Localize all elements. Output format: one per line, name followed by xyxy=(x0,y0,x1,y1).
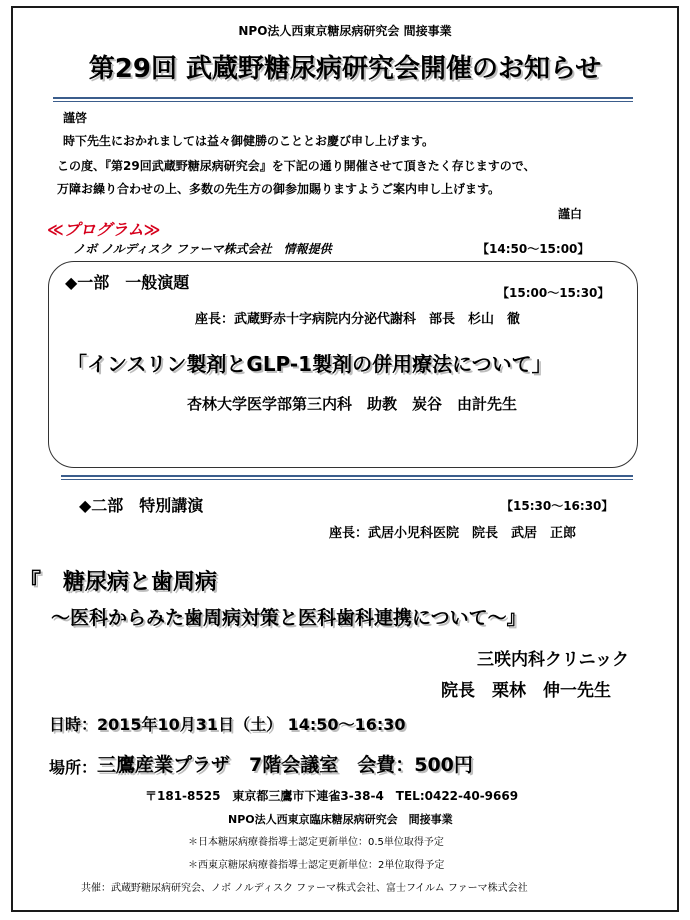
greeting-line: 万障お繰り合わせの上、多数の先生方の御参加賜りますようご案内申し上げます。 xyxy=(57,182,501,196)
part1-heading: ◆一部 一般演題 xyxy=(65,273,190,292)
notice-page xyxy=(11,6,679,912)
title-rule xyxy=(53,97,633,102)
part1-time: 【15:00～15:30】 xyxy=(497,286,610,300)
program-heading: ≪プログラム≫ xyxy=(47,220,161,239)
organizer-line: NPO法人西東京糖尿病研究会 間接事業 xyxy=(238,24,452,38)
greeting-closing: 謹白 xyxy=(558,207,583,221)
event-address: 〒181-8525 東京都三鷹市下連雀3-38-4 TEL:0422-40-9669 xyxy=(145,789,519,803)
page-title: 第29回 武蔵野糖尿病研究会開催のお知らせ xyxy=(88,54,602,84)
greeting-line: この度、『第29回武蔵野糖尿病研究会』を下記の通り開催させて頂きたく存じますので、 xyxy=(57,159,536,173)
part2-speaker-name: 院長 栗林 伸一先生 xyxy=(441,681,611,701)
part1-topic: 「インスリン製剤とGLP-1製剤の併用療法について」 xyxy=(67,352,552,376)
section-rule xyxy=(61,475,633,480)
info-provider: ノボ ノルディスク ファーマ株式会社 情報提供 xyxy=(73,242,332,256)
footer-note: ＊日本糖尿病療養指導士認定更新単位：0.5単位取得予定 xyxy=(188,837,444,848)
part2-chair: 座長：武居小児科医院 院長 武居 正郎 xyxy=(329,526,577,541)
part2-topic-line1: 『 糖尿病と歯周病 xyxy=(19,570,218,595)
footer-note: ＊西東京糖尿病療養指導士認定更新単位：2単位取得予定 xyxy=(188,860,445,871)
footer-cosponsors: 共催：武蔵野糖尿病研究会、ノボ ノルディスク ファーマ株式会社、富士フイルム ファーマ株式会社 xyxy=(81,883,528,894)
footer-organizer: NPO法人西東京臨床糖尿病研究会 間接事業 xyxy=(228,813,453,826)
part1-speaker: 杏林大学医学部第三内科 助教 炭谷 由計先生 xyxy=(187,395,518,413)
event-venue-label: 場所： xyxy=(49,758,98,777)
greeting-opening: 謹啓 xyxy=(63,111,88,125)
part1-chair: 座長：武蔵野赤十字病院内分泌代謝科 部長 杉山 徹 xyxy=(195,312,521,327)
part2-speaker-org: 三咲内科クリニック xyxy=(477,650,629,670)
event-datetime: 日時：2015年10月31日（土） 14:50～16:30 xyxy=(49,715,406,734)
part2-time: 【15:30～16:30】 xyxy=(501,499,614,513)
event-venue: 三鷹産業プラザ 7階会議室 会費：500円 xyxy=(97,754,473,776)
part2-heading: ◆二部 特別講演 xyxy=(79,496,204,515)
part2-topic-line2: ～医科からみた歯周病対策と医科歯科連携について～』 xyxy=(51,607,526,629)
info-time: 【14:50～15:00】 xyxy=(477,242,590,256)
greeting-line: 時下先生におかれましては益々御健勝のこととお慶び申し上げます。 xyxy=(63,134,435,148)
